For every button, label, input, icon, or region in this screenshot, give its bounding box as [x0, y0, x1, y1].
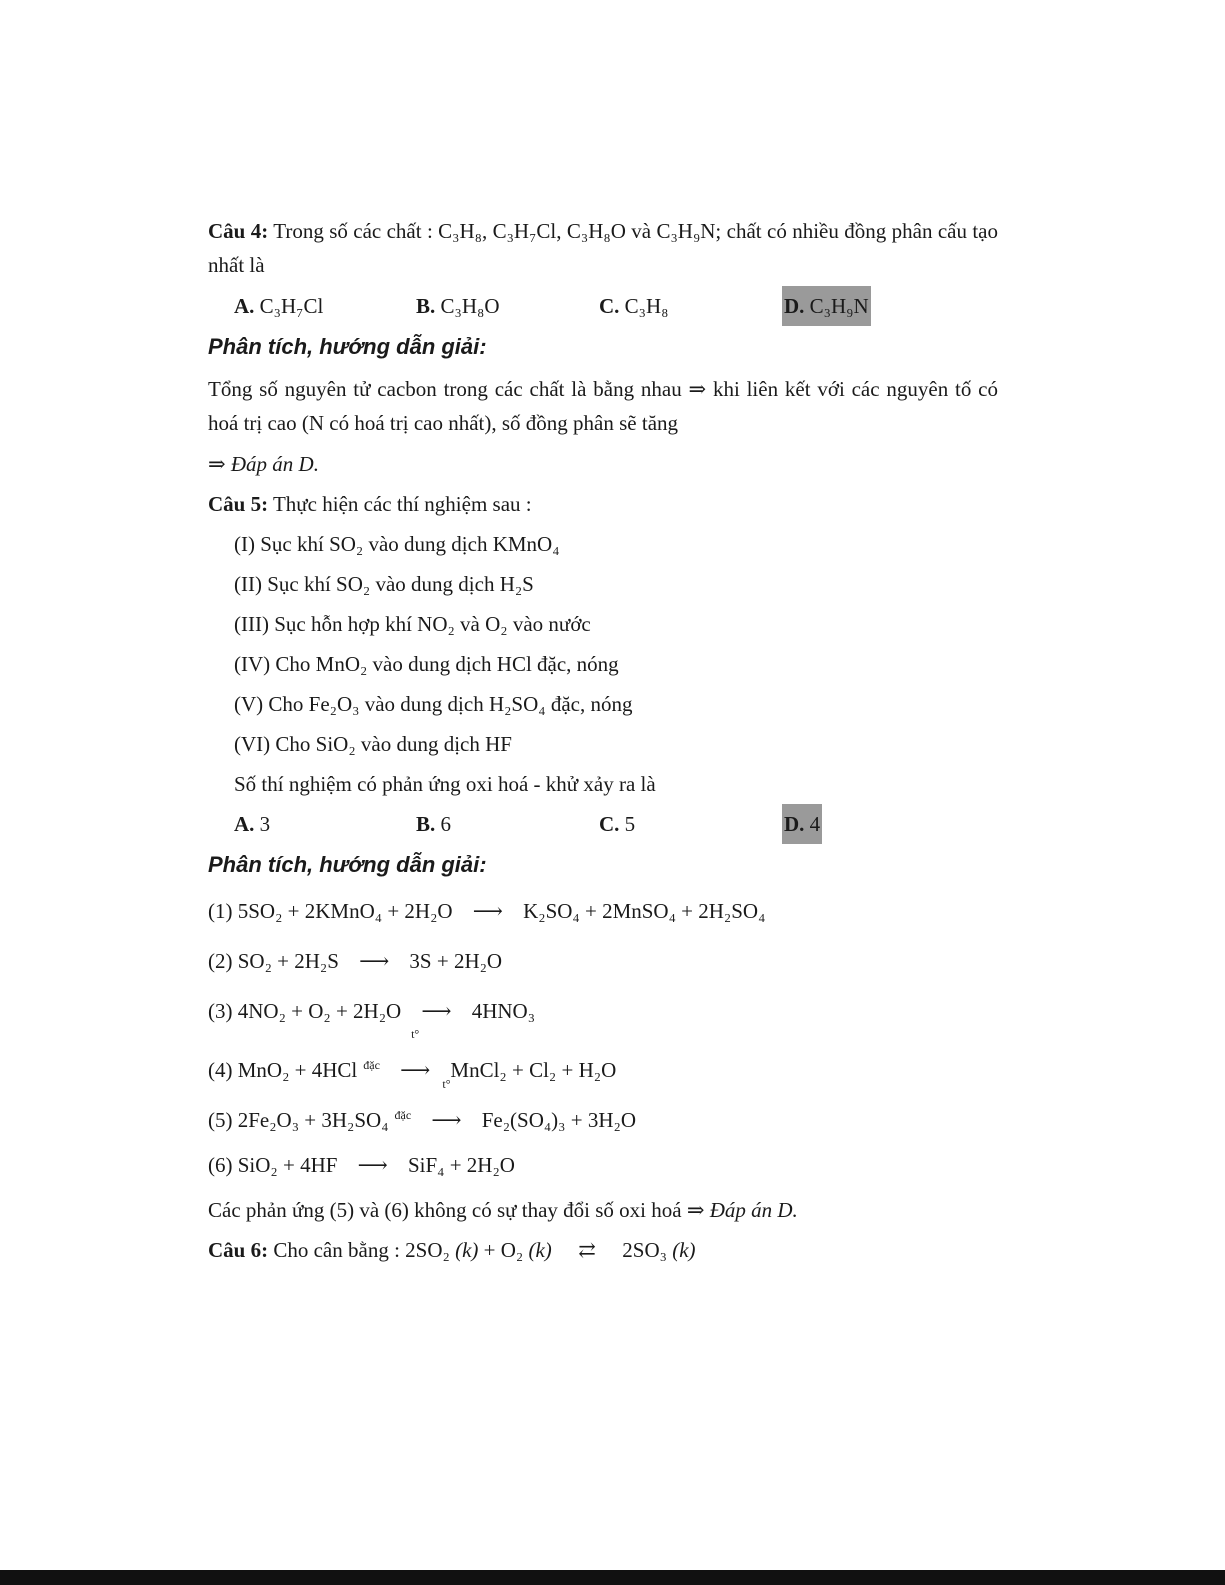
experiment-6: (VI) Cho SiO₂ vào dung dịch HF — [234, 732, 512, 756]
equation-4: (4) MnO₂ + 4HCl $^{đặc}$ t° ⟶ MnCl₂ + Cl₂ + H₂O — [208, 1040, 998, 1090]
question-5-text: Thực hiện các thí nghiệm sau : — [272, 492, 532, 516]
reaction-arrow-icon: ⟶ — [472, 899, 503, 923]
question-5-prompt: Số thí nghiệm có phản ứng oxi hoá - khử xảy ra là — [234, 772, 656, 796]
question-5-label: Câu 5: — [208, 492, 269, 516]
reaction-arrow-icon: ⟶ — [357, 1153, 388, 1177]
experiment-3: (III) Sục hỗn hợp khí NO₂ và O₂ vào nước — [234, 612, 591, 636]
option-a: A. C₃H₇Cl — [234, 294, 324, 318]
experiment-5: (V) Cho Fe₂O₃ vào dung dịch H₂SO₄ đặc, nóng — [234, 692, 633, 716]
experiment-4: (IV) Cho MnO₂ vào dung dịch HCl đặc, nóng — [234, 652, 619, 676]
equation-2: (2) SO₂ + 2H₂S ⟶ 3S + 2H₂O — [208, 936, 998, 986]
equilibrium-arrow-icon: ⇄ — [578, 1238, 596, 1262]
question-5-options — [208, 804, 998, 844]
option-a: A. 3 — [234, 812, 271, 836]
document-page — [208, 214, 998, 1270]
conclusion-5: Các phản ứng (5) và (6) không có sự thay đổi số oxi hoá ⇒ Đáp án D. — [208, 1198, 798, 1222]
reaction-arrow-icon: t° ⟶ — [400, 1027, 431, 1082]
option-d-highlighted: D. 4 — [782, 804, 822, 844]
bottom-border — [0, 1570, 1225, 1585]
experiment-2: (II) Sục khí SO₂ vào dung dịch H₂S — [234, 572, 534, 596]
reaction-arrow-icon: ⟶ — [421, 999, 452, 1023]
equation-6: (6) SiO₂ + 4HF ⟶ SiF₄ + 2H₂O — [208, 1140, 998, 1190]
question-4 — [208, 214, 998, 282]
question-5 — [208, 484, 998, 524]
analysis-heading-4: Phân tích, hướng dẫn giải: — [208, 334, 487, 359]
option-b: B. 6 — [416, 812, 452, 836]
experiment-1: (I) Sục khí SO₂ vào dung dịch KMnO₄ — [234, 532, 560, 556]
option-c: C. 5 — [599, 812, 636, 836]
option-c: C. C₃H₈ — [599, 294, 669, 318]
question-6: Câu 6: Cho cân bằng : 2SO₂ (k) + O₂ (k) ⇄ 2SO₃ (k) — [208, 1230, 998, 1270]
question-6-label: Câu 6: — [208, 1238, 269, 1262]
question-4-options — [208, 286, 998, 326]
option-b: B. C₃H₈O — [416, 294, 500, 318]
question-4-text: Trong số các chất : C₃H₈, C₃H₇Cl, C₃H₈O và C₃H₉N; chất có nhiều đồng phân cấu tạo nhất là — [208, 219, 999, 277]
analysis-heading-5: Phân tích, hướng dẫn giải: — [208, 852, 487, 877]
question-4-label: Câu 4: — [208, 219, 269, 243]
analysis-text-4: Tổng số nguyên tử cacbon trong các chất là bằng nhau ⇒ khi liên kết với các nguyên tố có hoá trị cao (N có hoá trị cao nhất), số đồng phân sẽ tăng — [208, 377, 998, 435]
answer-4: ⇒ Đáp án D. — [208, 452, 319, 476]
reaction-arrow-icon: t° ⟶ — [431, 1077, 462, 1132]
equation-1: (1) 5SO₂ + 2KMnO₄ + 2H₂O ⟶ K₂SO₄ + 2MnSO₄ + 2H₂SO₄ — [208, 886, 998, 936]
option-d-highlighted: D. C₃H₉N — [782, 286, 871, 326]
reaction-arrow-icon: ⟶ — [359, 949, 390, 973]
equation-3: (3) 4NO₂ + O₂ + 2H₂O ⟶ 4HNO₃ — [208, 986, 998, 1036]
equation-5: (5) 2Fe₂O₃ + 3H₂SO₄ $^{đặc}$ t° ⟶ Fe₂(SO₄)₃ + 3H₂O — [208, 1090, 998, 1140]
